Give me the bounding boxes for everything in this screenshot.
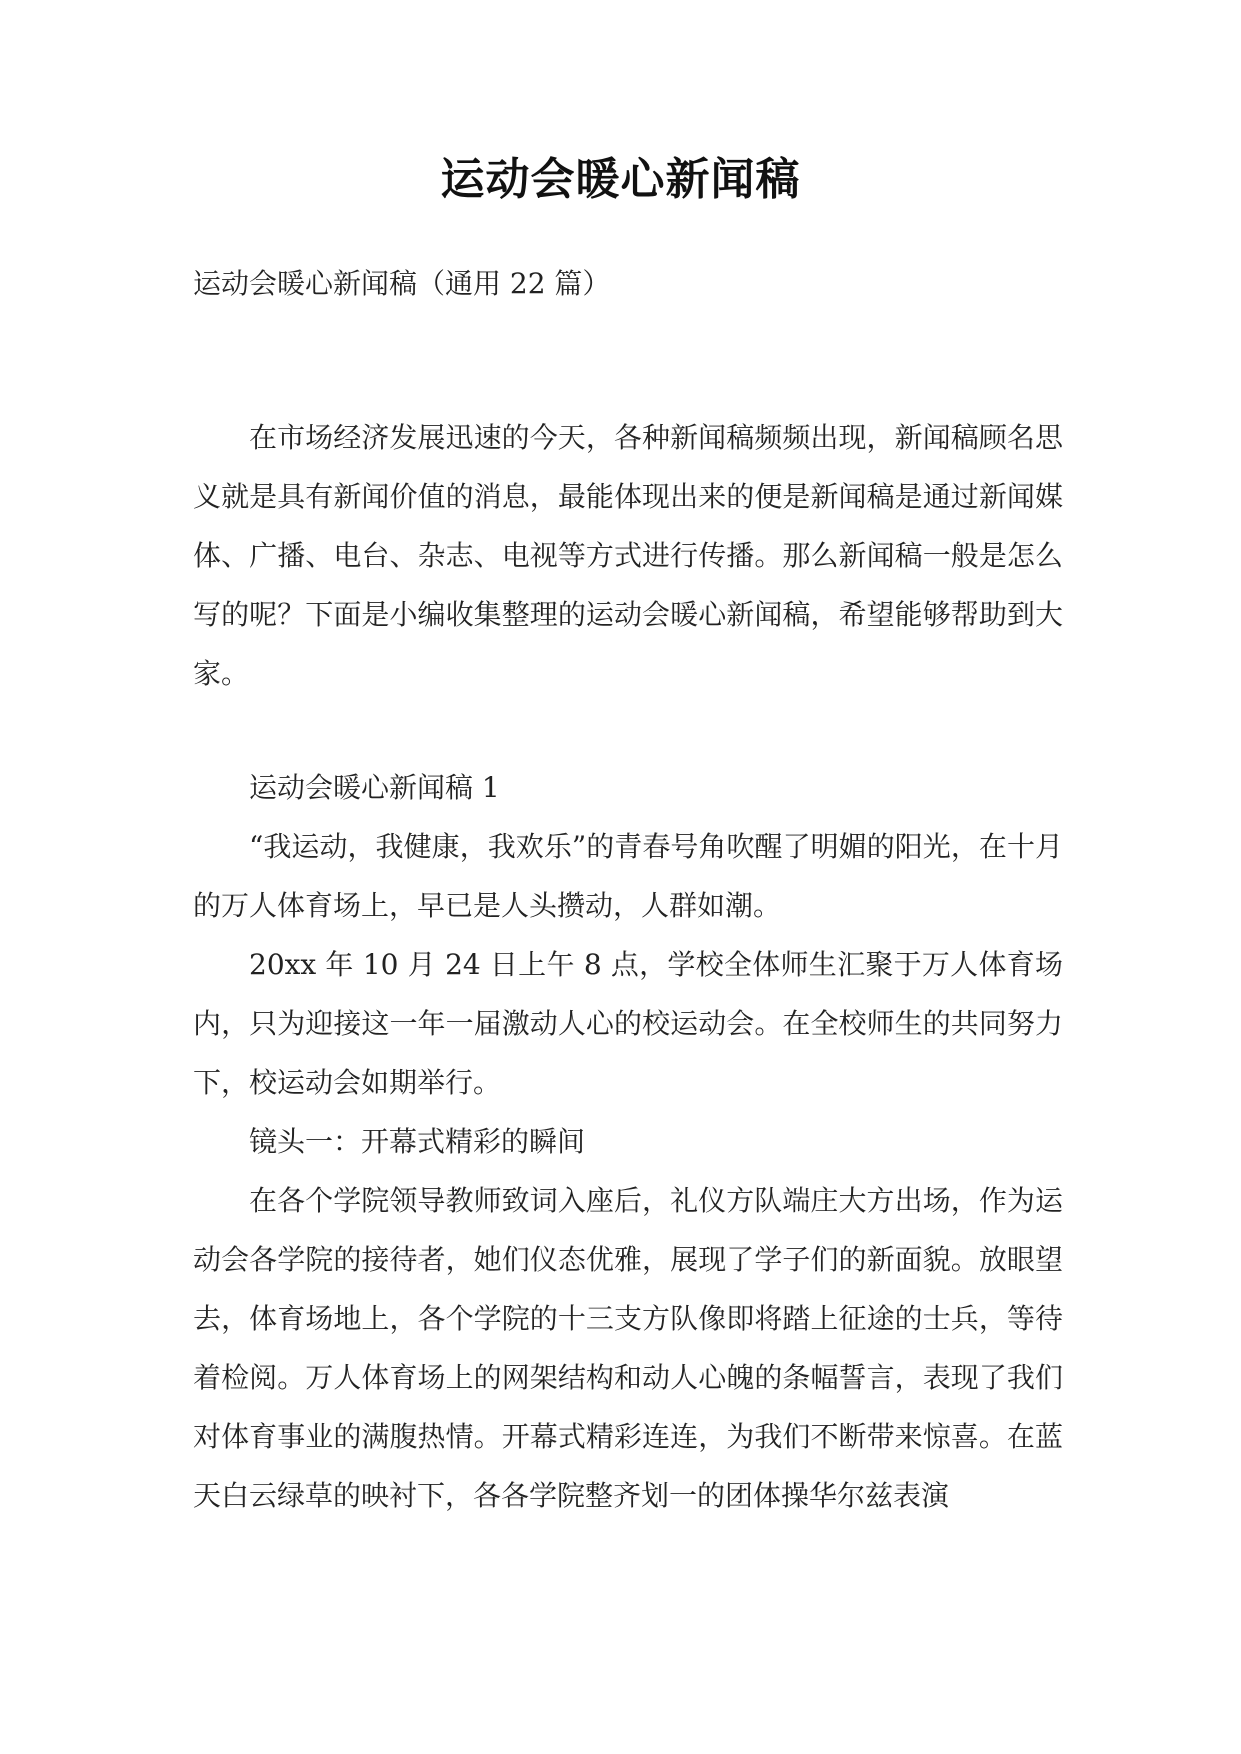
document-subtitle: 运动会暖心新闻稿（通用 22 篇） bbox=[193, 267, 611, 300]
article-paragraph-1: “我运动，我健康，我欢乐”的青春号角吹醒了明媚的阳光，在十月的万人体育场上，早已是人头攒动，人群如潮。 bbox=[193, 830, 1063, 922]
document-title: 运动会暖心新闻稿 bbox=[440, 154, 801, 205]
article-paragraph-2: 20xx 年 10 月 24 日上午 8 点，学校全体师生汇聚于万人体育场内，只为迎接这一年一届激动人心的校运动会。在全校师生的共同努力下，校运动会如期举行。 bbox=[193, 948, 1063, 1099]
intro-section bbox=[193, 408, 1063, 703]
section-heading: 镜头一：开幕式精彩的瞬间 bbox=[249, 1125, 586, 1158]
intro-paragraph: 在市场经济发展迅速的今天，各种新闻稿频频出现，新闻稿顾名思义就是具有新闻价值的消息，最能体现出来的便是新闻稿是通过新闻媒体、广播、电台、杂志、电视等方式进行传播。那么新闻稿一般是怎么写的呢？下面是小编收集整理的运动会暖心新闻稿，希望能够帮助到大家。 bbox=[193, 421, 1063, 690]
article-section bbox=[193, 758, 1063, 1525]
article-heading: 运动会暖心新闻稿 1 bbox=[249, 771, 500, 804]
article-paragraph-3: 在各个学院领导教师致词入座后，礼仪方队端庄大方出场，作为运动会各学院的接待者，她们仪态优雅，展现了学子们的新面貌。放眼望去，体育场地上，各个学院的十三支方队像即将踏上征途的士兵，等待着检阅。万人体育场上的网架结构和动人心魄的条幅誓言，表现了我们对体育事业的满腹热情。开幕式精彩连连，为我们不断带来惊喜。在蓝天白云绿草的映衬下，各各学院整齐划一的团体操华尔兹表演 bbox=[193, 1184, 1063, 1512]
